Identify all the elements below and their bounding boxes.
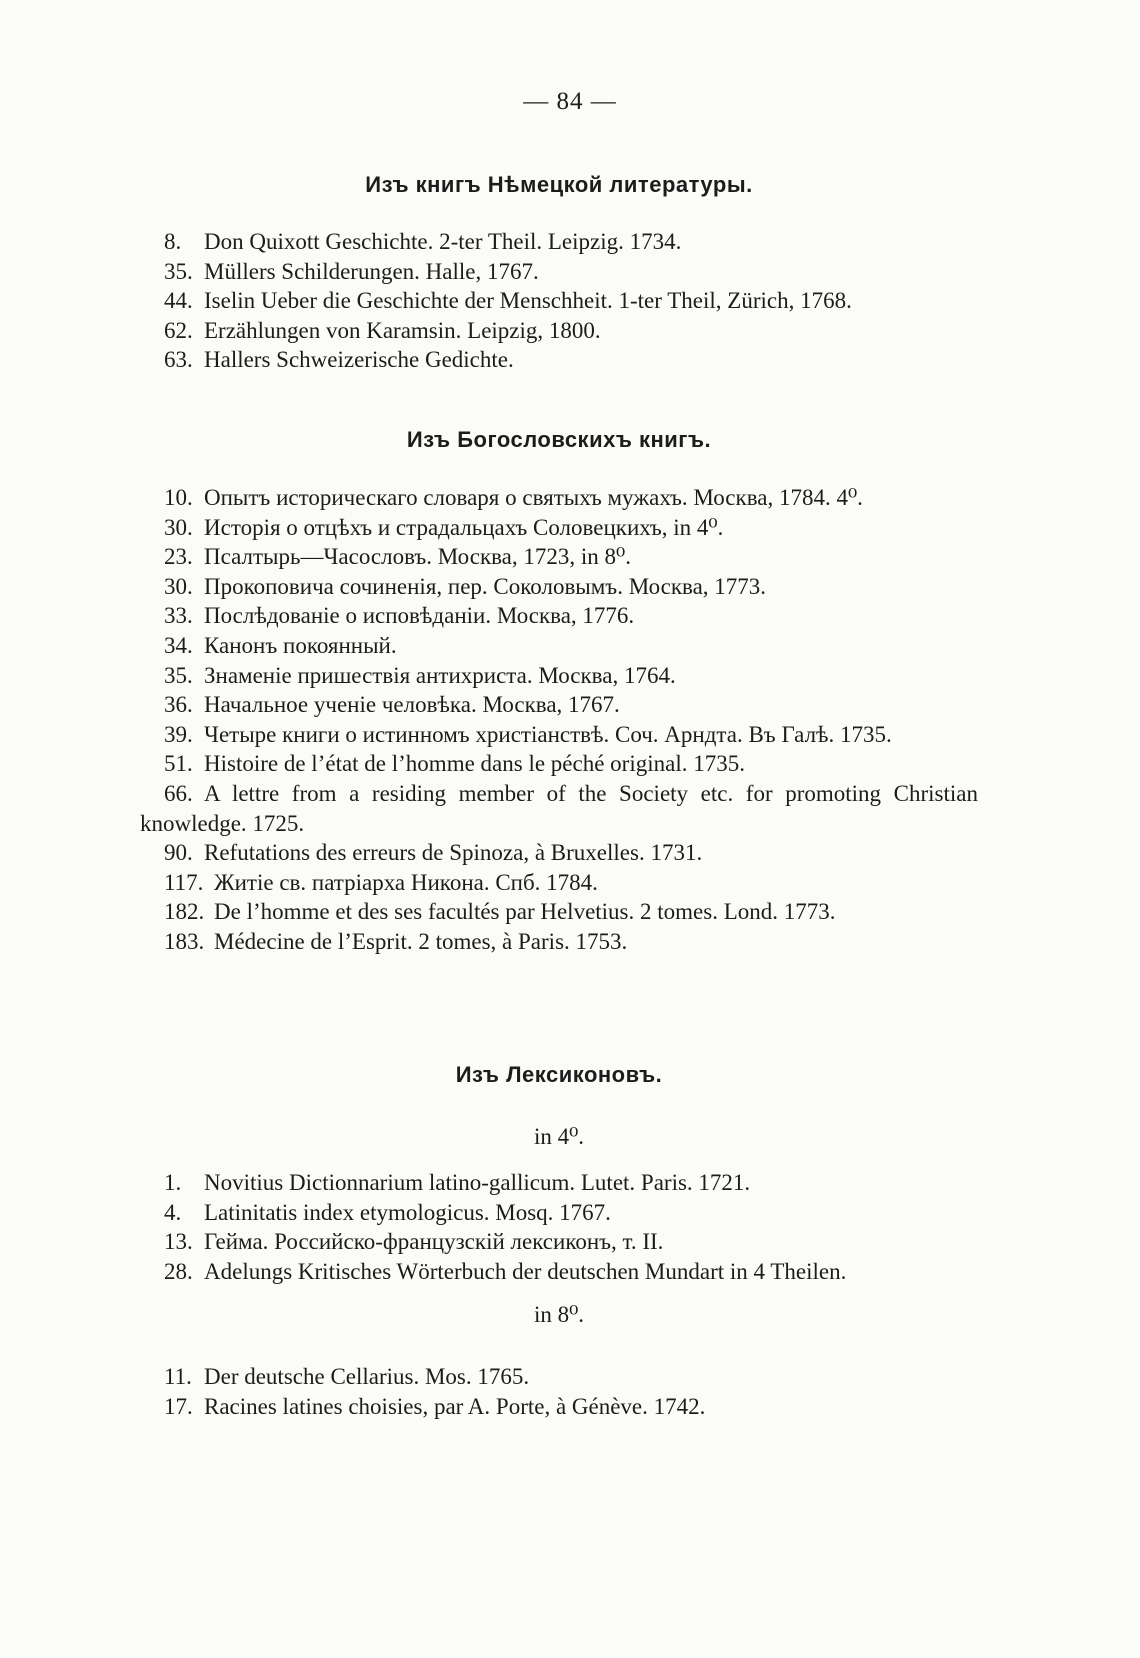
list-item	[140, 1198, 978, 1228]
section-theology	[140, 425, 978, 957]
list-item	[140, 257, 978, 287]
item-text: Опытъ историческаго словаря о святыхъ мужахъ. Москва, 1784. 4⁰.	[204, 485, 863, 510]
list-item	[140, 720, 978, 750]
item-number: 39.	[164, 721, 193, 747]
list-item	[140, 513, 978, 543]
list-item	[140, 927, 978, 957]
item-number: 62.	[164, 317, 193, 343]
item-number: 51.	[164, 751, 193, 777]
item-number: 35.	[164, 258, 193, 284]
list-item	[140, 227, 978, 257]
section-german-literature	[140, 170, 978, 375]
list-item	[140, 868, 978, 898]
item-text: De l’homme et des ses facultés par Helvetius. 2 tomes. Lond. 1773.	[214, 899, 836, 925]
format-subheading: in 4⁰.	[533, 1124, 585, 1149]
item-number: 13.	[164, 1229, 193, 1255]
item-text: Don Quixott Geschichte. 2-ter Theil. Leipzig. 1734.	[204, 229, 682, 254]
list-item	[140, 631, 978, 661]
list-item	[140, 345, 978, 375]
item-text: Erzählungen von Karamsin. Leipzig, 1800.	[204, 317, 601, 343]
item-number: 30.	[164, 514, 193, 540]
item-number: 63.	[164, 347, 193, 373]
item-number: 44.	[164, 288, 193, 314]
item-text: Histoire de l’état de l’homme dans le péché original. 1735.	[204, 751, 745, 777]
item-text: Der deutsche Cellarius. Mos. 1765.	[204, 1364, 530, 1390]
item-text: Исторія о отцѣхъ и страдальцахъ Соловецкихъ, in 4⁰.	[204, 514, 724, 540]
item-number: 90.	[164, 840, 193, 866]
item-number: 4.	[164, 1199, 182, 1225]
list-item	[140, 572, 978, 602]
item-number: 34.	[164, 632, 193, 658]
item-text: Latinitatis index etymologicus. Mosq. 1767.	[204, 1199, 611, 1225]
list-item	[140, 542, 978, 572]
item-number: 28.	[164, 1258, 193, 1284]
item-number: 17.	[164, 1393, 193, 1419]
list-item	[140, 286, 978, 316]
item-text: A lettre from a residing member of the Society etc. for promoting Christian knowledge. 1725.	[140, 780, 978, 836]
page-number: — 84 —	[523, 88, 617, 115]
item-text: Novitius Dictionnarium latino-gallicum. Lutet. Paris. 1721.	[204, 1170, 751, 1195]
item-text: Житіе св. патріарха Никона. Спб. 1784.	[214, 869, 598, 895]
item-number: 8.	[164, 229, 182, 254]
list-item	[140, 483, 978, 513]
list-item	[140, 749, 978, 779]
item-text: Hallers Schweizerische Gedichte.	[204, 347, 514, 373]
item-number: 182.	[164, 899, 205, 925]
item-text: Четыре книги о истинномъ христіанствѣ. Соч. Арндта. Въ Галѣ. 1735.	[204, 721, 892, 747]
item-number: 30.	[164, 573, 193, 599]
list-item	[140, 690, 978, 720]
item-number: 11.	[164, 1364, 192, 1390]
item-text: Médecine de l’Esprit. 2 tomes, à Paris. 1753.	[214, 928, 628, 954]
section-heading: Изъ книгъ Нѣмецкой литературы.	[365, 172, 753, 197]
section-heading: Изъ Лексиконовъ.	[455, 1062, 663, 1087]
item-number: 33.	[164, 603, 193, 629]
item-text: Начальное ученіе человѣка. Москва, 1767.	[204, 692, 620, 718]
item-text: Adelungs Kritisches Wörterbuch der deutschen Mundart in 4 Theilen.	[204, 1258, 847, 1284]
list-item	[140, 1227, 978, 1257]
list-item	[140, 838, 978, 868]
item-number: 1.	[164, 1170, 182, 1195]
item-text: Прокоповича сочиненія, пер. Соколовымъ. Москва, 1773.	[204, 573, 767, 599]
list-item	[140, 779, 978, 838]
list-item	[140, 897, 978, 927]
item-text: Iselin Ueber die Geschichte der Menschheit. 1-ter Theil, Zürich, 1768.	[204, 288, 852, 314]
section-lexicons	[140, 1060, 978, 1422]
item-number: 183.	[164, 928, 205, 954]
list-item	[140, 316, 978, 346]
item-text: Знаменіе пришествія антихриста. Москва, 1764.	[204, 662, 676, 688]
list-item	[140, 661, 978, 691]
item-text: Послѣдованіе о исповѣданіи. Москва, 1776.	[204, 603, 635, 629]
list-item	[140, 601, 978, 631]
section-heading: Изъ Богословскихъ книгъ.	[406, 427, 712, 452]
item-number: 66.	[164, 780, 193, 806]
list-item	[140, 1257, 978, 1287]
item-number: 117.	[164, 869, 204, 895]
item-text: Müllers Schilderungen. Halle, 1767.	[204, 258, 539, 284]
list-item	[140, 1168, 978, 1198]
item-number: 36.	[164, 692, 193, 718]
item-number: 23.	[164, 544, 193, 570]
item-number: 10.	[164, 485, 193, 510]
item-text: Racines latines choisies, par A. Porte, à Génève. 1742.	[204, 1393, 706, 1419]
format-subheading: in 8⁰.	[533, 1302, 585, 1328]
item-text: Псалтырь—Часословъ. Москва, 1723, in 8⁰.	[204, 544, 631, 570]
item-text: Гейма. Российско-французскій лексиконъ, т. II.	[204, 1229, 664, 1255]
item-text: Refutations des erreurs de Spinoza, à Bruxelles. 1731.	[204, 840, 703, 866]
list-item	[140, 1362, 978, 1392]
item-number: 35.	[164, 662, 193, 688]
item-text: Канонъ покоянный.	[204, 632, 397, 658]
list-item	[140, 1392, 978, 1422]
